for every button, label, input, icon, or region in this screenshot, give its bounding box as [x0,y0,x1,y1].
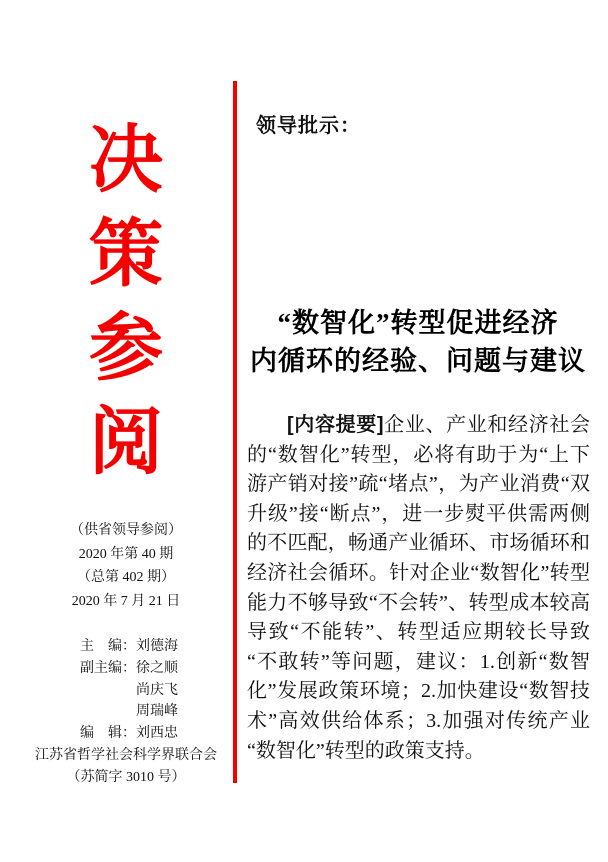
issue-audience: （供省领导参阅） [70,523,182,538]
article-title-line: 内循环的经验、问题与建议 [250,346,586,376]
editor-role-label: 副主编： [80,660,136,676]
editor-name: 刘西忠 [136,726,178,742]
editor-row [70,680,178,702]
editor-row [70,658,178,680]
abstract-label: [内容提要] [287,414,384,436]
masthead-char: 决 [89,120,163,202]
issue-total-number: （总第 402 期） [77,570,175,585]
editorial-board [70,636,178,745]
issue-number: 2020 年第 40 期 [78,546,174,562]
editor-name: 周瑞峰 [136,704,178,720]
publisher-info [0,745,252,789]
publisher-name: 江苏省哲学社会科学界联合会 [35,748,217,763]
editor-role-label: 主 编： [80,639,136,654]
article-title [240,304,596,380]
issue-date: 2020 年 7 月 21 日 [71,593,181,609]
masthead-char: 参 [89,308,163,390]
editor-row [70,701,178,723]
abstract-paragraph [247,411,590,766]
leader-remark-label: 领导批示： [256,115,361,137]
editor-role-label: 编 辑： [80,726,136,742]
editor-row [70,636,178,658]
masthead-char: 阅 [89,402,163,484]
publisher-license: （苏简字 3010 号） [66,769,186,785]
editor-name: 刘德海 [136,639,178,654]
editor-role-label [70,701,136,723]
abstract-text: 企业、产业和经济社会的“数智化”转型，必将有助于为“上下游产销对接”疏“堵点”，为产业消费“双升级”接“断点”，进一步熨平供需两侧的不匹配，畅通产业循环、市场循环和经济社会循环。针对企业“数智化”转型能力不够导致“不会转”、转型成本较高导致“不能转”、转型适应期较长导致“不敢转”等问题，建议：1.创新“数智化”发展政策环境；2.加快建设“数智技术”高效供给体系；3.加强对传统产业“数智化”转型的政策支持。 [247,414,590,762]
masthead-title [0,114,252,490]
editor-row [70,723,178,745]
editor-name: 尚庆飞 [136,682,178,698]
issue-info [0,519,252,613]
masthead-char: 策 [89,214,163,296]
article-title-line: “数智化”转型促进经济 [277,308,559,338]
editor-name: 徐之顺 [136,660,178,676]
editor-role-label [70,680,136,702]
